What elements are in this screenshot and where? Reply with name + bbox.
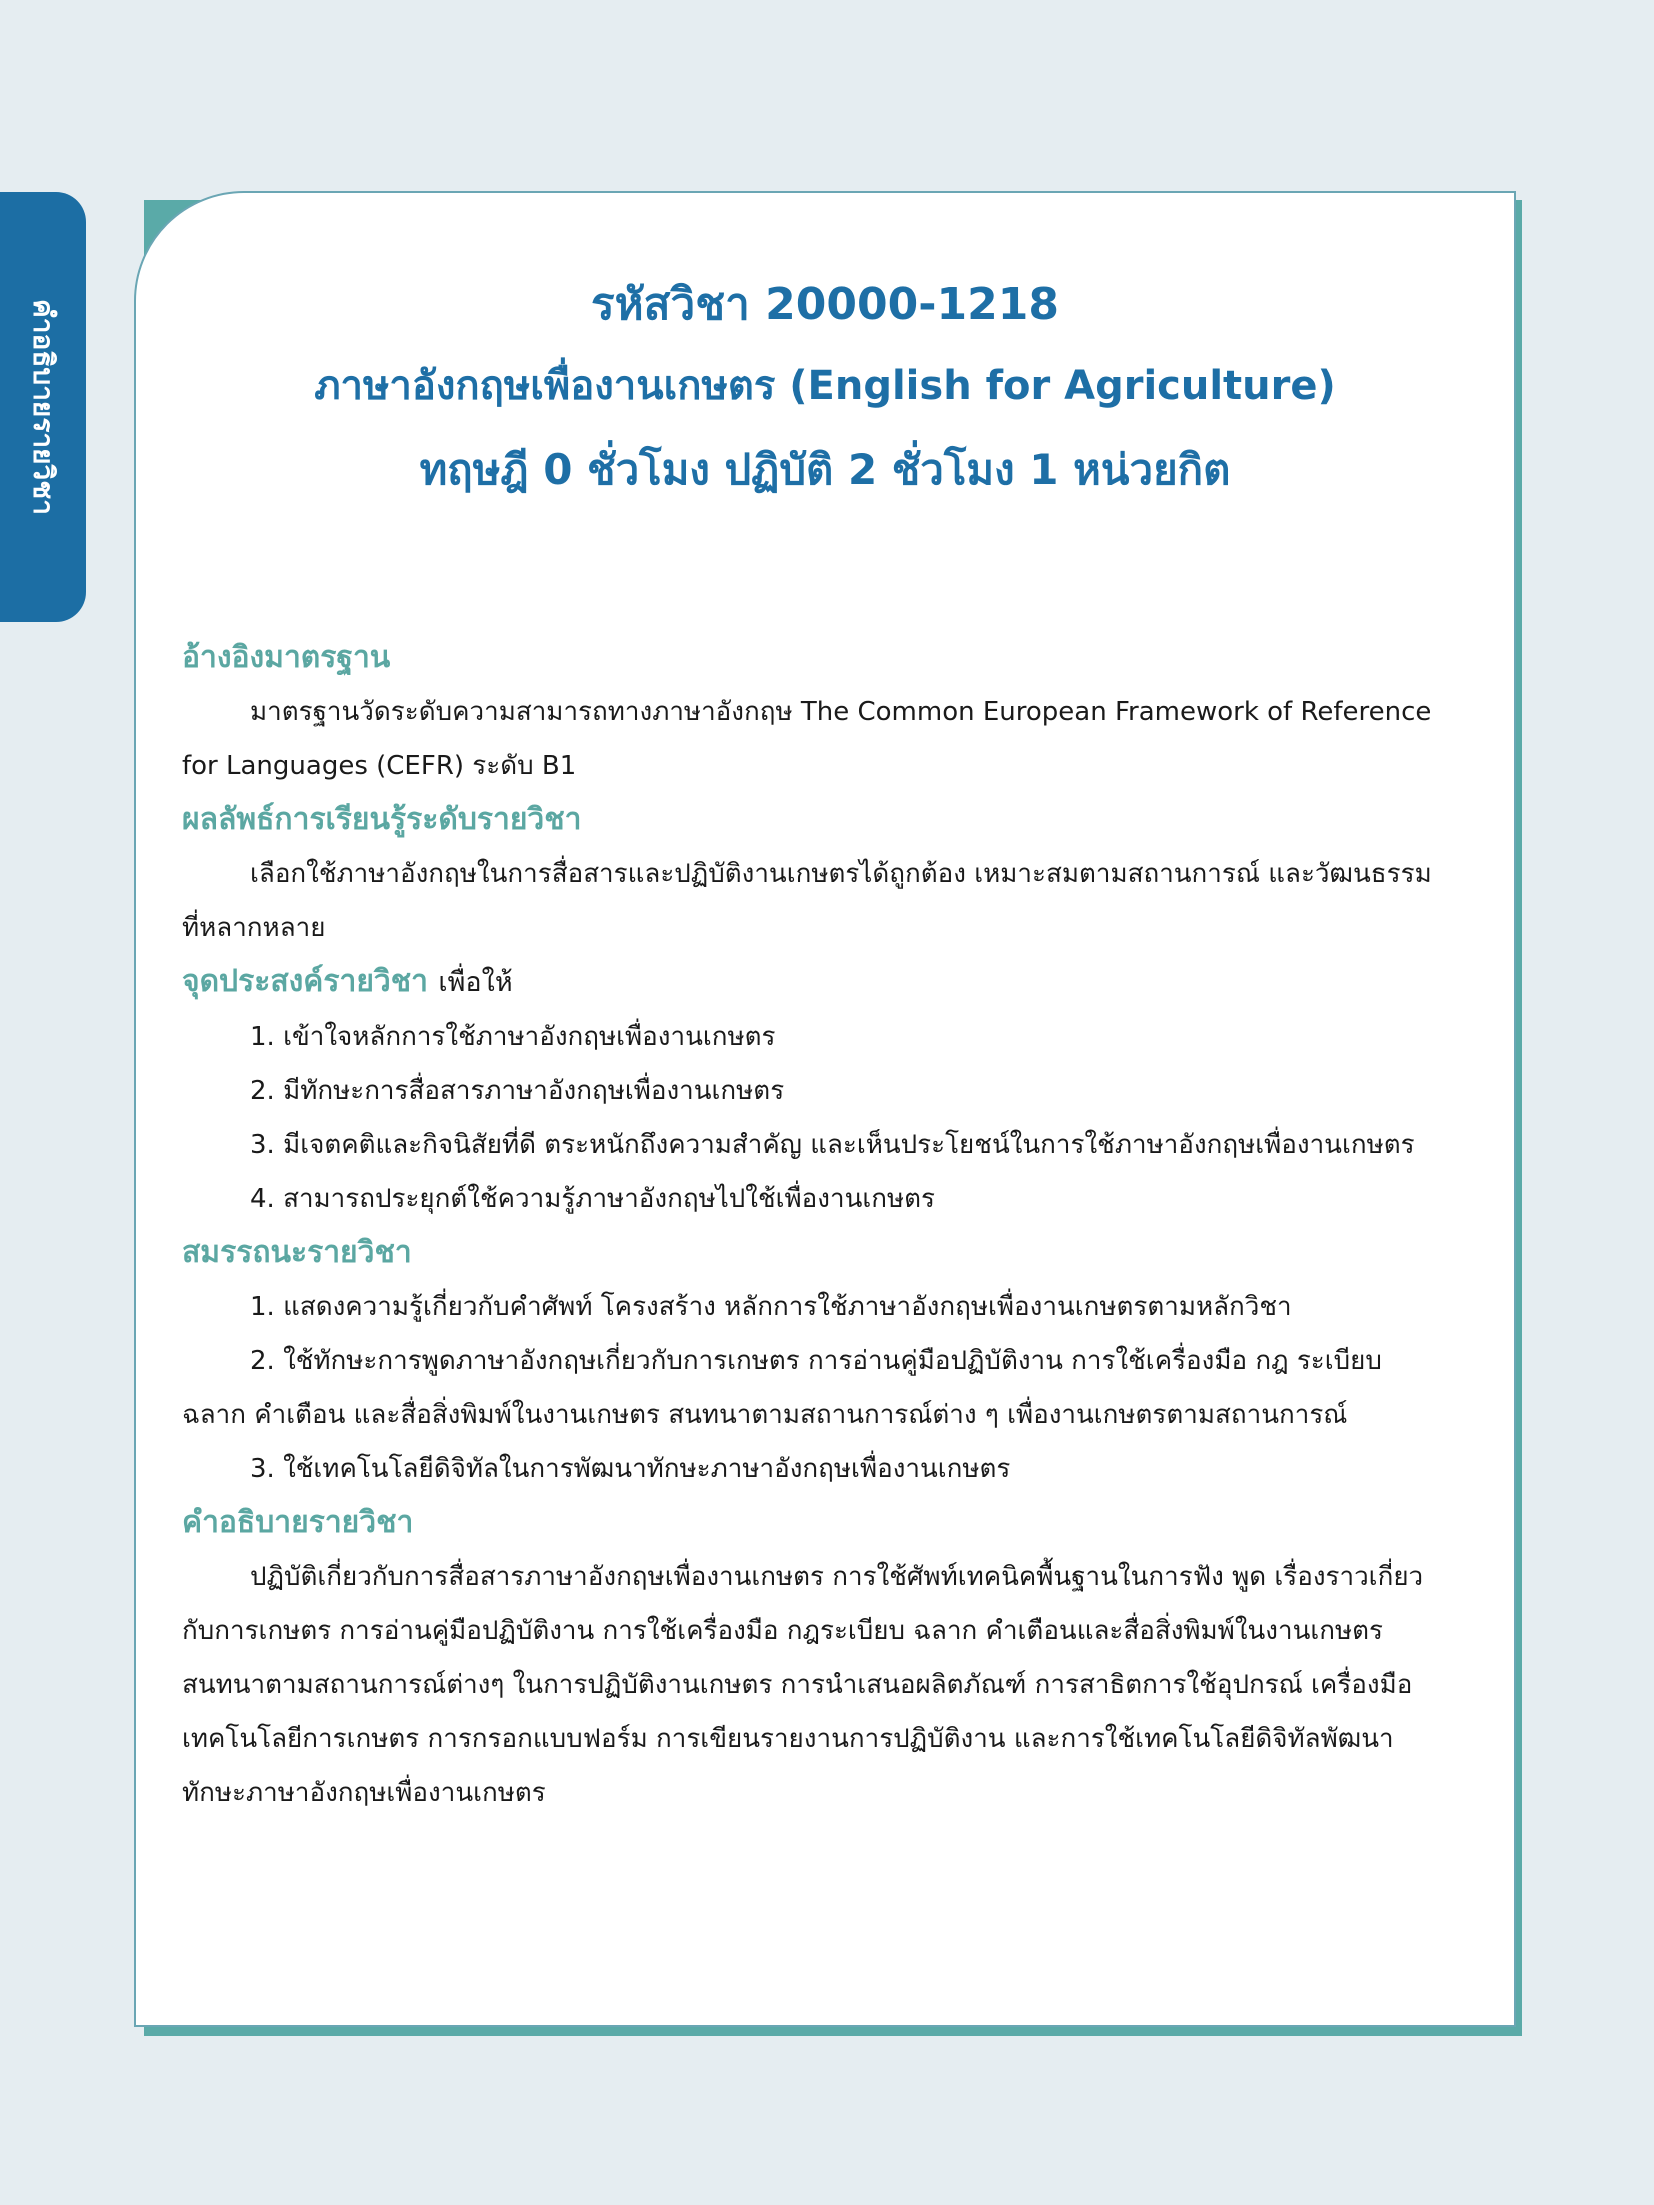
outcome-section (182, 793, 1440, 955)
list-item: 3. ใช้เทคโนโลยีดิจิทัลในการพัฒนาทักษะภาษาอังกฤษเพื่องานเกษตร (250, 1454, 1011, 1484)
course-name-title: ภาษาอังกฤษเพื่องานเกษตร (English for Agriculture) (314, 363, 1336, 409)
competencies-section (182, 1226, 1440, 1496)
course-hours-title: ทฤษฎี 0 ชั่วโมง ปฏิบัติ 2 ชั่วโมง 1 หน่วยกิต (419, 445, 1231, 494)
reference-text: มาตรฐานวัดระดับความสามารถทางภาษาอังกฤษ The Common European Framework of Reference for Languages (CEFR) ระดับ B1 (182, 697, 1432, 781)
side-tab-label: คำอธิบายรายวิชา (27, 299, 60, 515)
objectives-list (182, 1010, 1440, 1226)
list-item: 1. แสดงความรู้เกี่ยวกับคำศัพท์ โครงสร้าง หลักการใช้ภาษาอังกฤษเพื่องานเกษตรตามหลักวิชา (250, 1292, 1292, 1322)
competencies-heading: สมรรถนะรายวิชา (182, 1235, 412, 1270)
objectives-heading-suffix: เพื่อให้ (438, 967, 513, 998)
list-item: 3. มีเจตคติและกิจนิสัยที่ดี ตระหนักถึงความสำคัญ และเห็นประโยชน์ในการใช้ภาษาอังกฤษเพื่องานเกษตร (250, 1130, 1415, 1160)
content-card (134, 191, 1516, 2027)
course-code-title: รหัสวิชา 20000-1218 (591, 279, 1059, 330)
objectives-heading (182, 955, 1440, 1010)
reference-section (182, 631, 1440, 793)
reference-heading: อ้างอิงมาตรฐาน (182, 640, 391, 675)
list-item: 2. มีทักษะการสื่อสารภาษาอังกฤษเพื่องานเกษตร (250, 1076, 785, 1106)
course-content (182, 631, 1440, 1820)
objectives-heading-text: จุดประสงค์รายวิชา (182, 964, 428, 999)
objectives-section (182, 955, 1440, 1226)
competencies-list (182, 1280, 1440, 1496)
outcome-heading: ผลลัพธ์การเรียนรู้ระดับรายวิชา (182, 802, 582, 837)
outcome-text: เลือกใช้ภาษาอังกฤษในการสื่อสารและปฏิบัติงานเกษตรได้ถูกต้อง เหมาะสมตามสถานการณ์ และวัฒนธรรมที่หลากหลาย (182, 859, 1432, 943)
side-tab (0, 192, 86, 622)
description-text: ปฏิบัติเกี่ยวกับการสื่อสารภาษาอังกฤษเพื่องานเกษตร การใช้ศัพท์เทคนิคพื้นฐานในการฟัง พูด เรื่องราวเกี่ยวกับการเกษตร การอ่านคู่มือปฏิบัติงาน การใช้เครื่องมือ กฎระเบียบ ฉลาก คำเตือนและสื่อสิ่งพิมพ์ในงานเกษตร สนทนาตามสถานการณ์ต่างๆ ในการปฏิบัติงานเกษตร การนำเสนอผลิตภัณฑ์ การสาธิตการใช้อุปกรณ์ เครื่องมือเทคโนโลยีการเกษตร การกรอกแบบฟอร์ม การเขียนรายงานการปฏิบัติงาน และการใช้เทคโนโลยีดิจิทัลพัฒนาทักษะภาษาอังกฤษเพื่องานเกษตร (182, 1562, 1424, 1808)
description-heading: คำอธิบายรายวิชา (182, 1505, 414, 1540)
description-section (182, 1496, 1440, 1820)
list-item: 1. เข้าใจหลักการใช้ภาษาอังกฤษเพื่องานเกษตร (250, 1022, 776, 1052)
list-item: 4. สามารถประยุกต์ใช้ความรู้ภาษาอังกฤษไปใช้เพื่องานเกษตร (250, 1184, 935, 1214)
list-item: 2. ใช้ทักษะการพูดภาษาอังกฤษเกี่ยวกับการเกษตร การอ่านคู่มือปฏิบัติงาน การใช้เครื่องมือ กฎ ระเบียบ ฉลาก คำเตือน และสื่อสิ่งพิมพ์ในงานเกษตร สนทนาตามสถานการณ์ต่าง ๆ เพื่องานเกษตรตามสถานการณ์ (182, 1346, 1382, 1430)
